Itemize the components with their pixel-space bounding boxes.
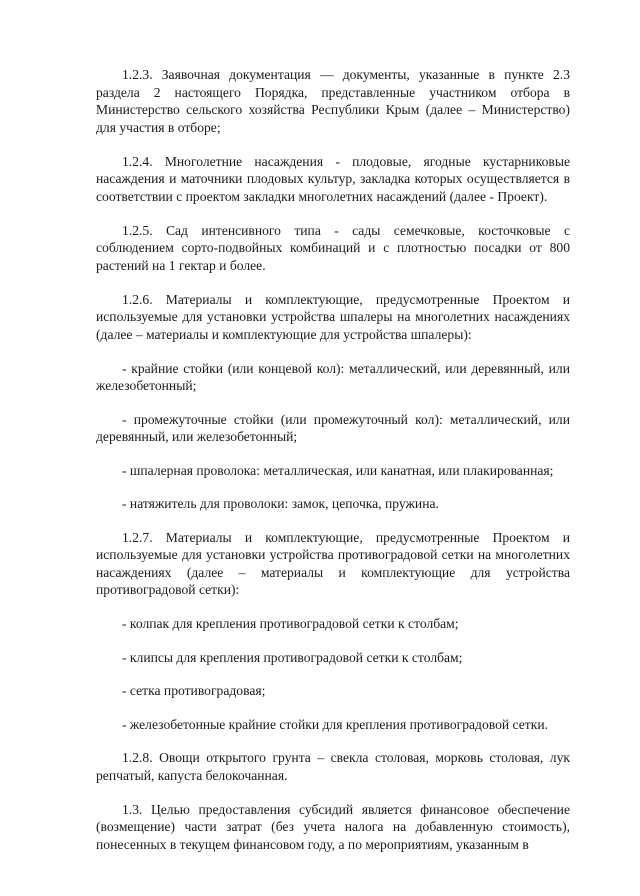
document-body (96, 66, 570, 870)
list-item: - крайние стойки (или концевой кол): металлический, или деревянный, или железобетонный; (96, 360, 570, 393)
paragraph-1-3: 1.3. Целью предоставления субсидий является финансовое обеспечение (возмещение) части затрат (без учета налога на добавленную стоимость), понесенных в текущем финансовом году, а по мероприятиям, указанным в (96, 801, 570, 852)
paragraph-1-2-4: 1.2.4. Многолетние насаждения - плодовые, ягодные кустарниковые насаждения и маточники плодовых культур, закладка которых осуществляется в соответствии с проектом закладки многолетних насаждений (далее - Проект). (96, 153, 570, 204)
list-item: - колпак для крепления противоградовой сетки к столбам; (122, 616, 459, 631)
list-item: - клипсы для крепления противоградовой сетки к столбам; (122, 649, 463, 665)
list-item: - сетка противоградовая; (122, 683, 266, 698)
paragraph-1-2-6: 1.2.6. Материалы и комплектующие, предусмотренные Проектом и используемые для установки устройства шпалеры на многолетних насаждениях (далее – материалы и комплектующие для устройства шпалеры): (96, 291, 570, 342)
paragraph-1-2-5: 1.2.5. Сад интенсивного типа - сады семечковые, косточковые с соблюдением сорто-подвойных комбинаций и с плотностью посадки от 800 растений на 1 гектар и более. (96, 222, 570, 273)
paragraph-1-2-7: 1.2.7. Материалы и комплектующие, предусмотренные Проектом и используемые для установки устройства противоградовой сетки на многолетних насаждениях (далее – материалы и комплектующие для устройства противоградовой сетки): (96, 529, 570, 597)
paragraph-1-2-8: 1.2.8. Овощи открытого грунта – свекла столовая, морковь столовая, лук репчатый, капуста белокочанная. (96, 750, 570, 783)
list-item: - натяжитель для проволоки: замок, цепочка, пружина. (122, 496, 439, 511)
list-item: - железобетонные крайние стойки для крепления противоградовой сетки. (122, 716, 548, 732)
paragraph-1-2-3: 1.2.3. Заявочная документация — документы, указанные в пункте 2.3 раздела 2 настоящего Порядка, представленные участником отбора в Министерство сельского хозяйства Республики Крым (далее – Министерство) для участия в отборе; (96, 67, 570, 135)
list-item: - промежуточные стойки (или промежуточный кол): металлический, или деревянный, или железобетонный; (96, 411, 570, 444)
list-item: - шпалерная проволока: металлическая, или канатная, или плакированная; (122, 462, 554, 478)
